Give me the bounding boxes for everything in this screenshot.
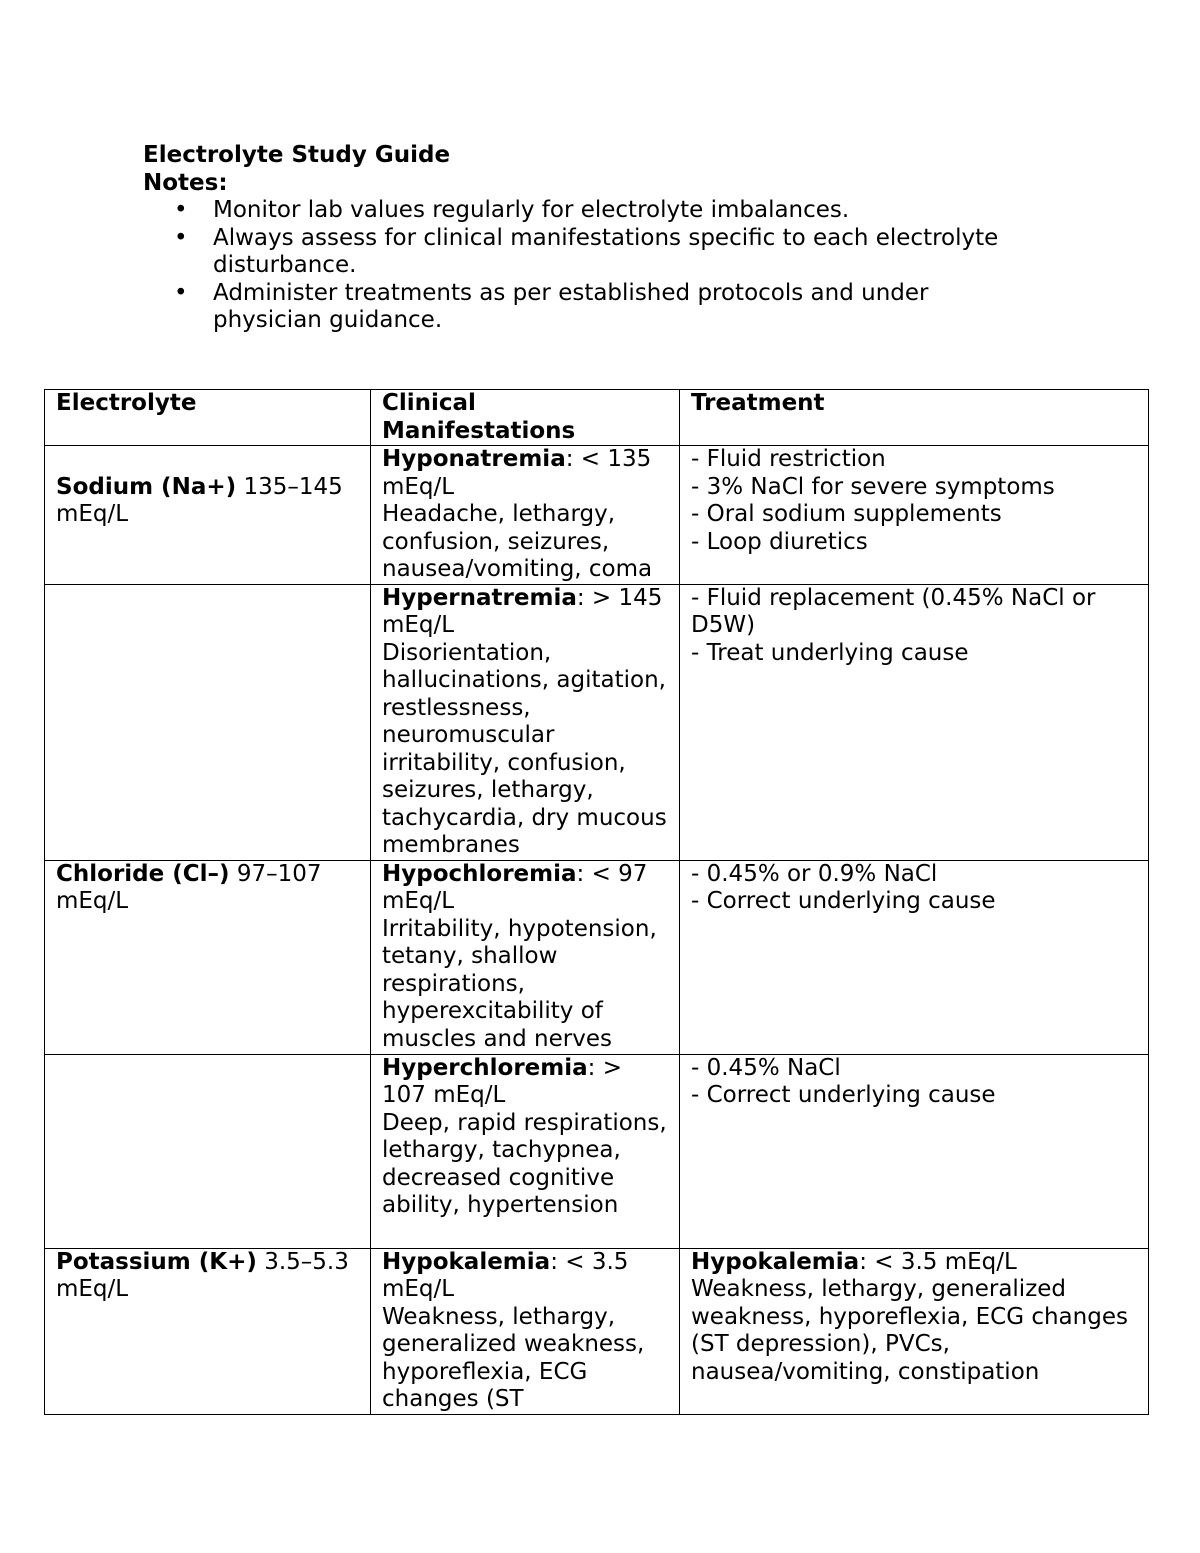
- treatment-item: - Fluid restriction: [691, 446, 886, 472]
- condition-threshold: : < 97 mEq/L: [382, 860, 648, 914]
- condition-threshold: : < 135 mEq/L: [382, 446, 652, 500]
- column-header-electrolyte: Electrolyte: [45, 390, 371, 446]
- electrolyte-cell: [45, 1054, 371, 1248]
- condition-name: Hypochloremia: [382, 860, 577, 887]
- bullet-icon: •: [174, 224, 188, 251]
- column-header-manifestations: Clinical Manifestations: [371, 390, 680, 446]
- treatment-condition-threshold: : < 3.5 mEq/L: [859, 1248, 1017, 1275]
- table-row: [45, 1248, 1149, 1414]
- electrolyte-range: 3.5–5.3 mEq/L: [56, 1248, 349, 1302]
- manifestations-text: Disorientation, hallucinations, agitation, restlessness, neuromuscular irritability, confusion, seizures, lethargy, tachycardia, dry mucous membranes: [382, 639, 667, 858]
- treatment-text: Weakness, lethargy, generalized weakness, hyporeflexia, ECG changes (ST depression), PVCs, nausea/vomiting, constipation: [691, 1276, 1128, 1385]
- manifestations-cell: [371, 1248, 680, 1414]
- electrolyte-name: Sodium (Na+): [56, 473, 237, 500]
- electrolyte-cell: [45, 860, 371, 1054]
- electrolyte-cell: [45, 446, 371, 585]
- condition-threshold: : > 145 mEq/L: [382, 584, 663, 638]
- notes-label: Notes:: [143, 169, 228, 196]
- table-row: [45, 1054, 1149, 1248]
- treatment-item: - 3% NaCl for severe symptoms: [691, 473, 1055, 500]
- note-text: Always assess for clinical manifestations specific to each electrolyte disturbance.: [213, 224, 999, 278]
- treatment-item: - 0.45% or 0.9% NaCl: [691, 860, 938, 887]
- electrolyte-name: Chloride (Cl–): [56, 860, 230, 887]
- electrolyte-name: Potassium (K+): [56, 1248, 257, 1275]
- treatment-item: - Treat underlying cause: [691, 639, 969, 666]
- manifestations-text: Irritability, hypotension, tetany, shallow respirations, hyperexcitability of muscles and nerves: [382, 915, 657, 1052]
- note-text: Administer treatments as per established protocols and under physician guidance.: [213, 279, 929, 333]
- manifestations-text: Weakness, lethargy, generalized weakness, hyporeflexia, ECG changes (ST: [382, 1303, 645, 1412]
- electrolyte-cell: [45, 1248, 371, 1414]
- bullet-icon: •: [174, 197, 188, 223]
- table-row: [45, 860, 1149, 1054]
- notes-list: [143, 197, 1043, 335]
- list-item: [143, 197, 1043, 225]
- manifestations-cell: [371, 446, 680, 585]
- treatment-cell: [680, 1054, 1149, 1248]
- list-item: [143, 280, 1043, 335]
- electrolyte-cell: [45, 584, 371, 860]
- treatment-item: - Fluid replacement (0.45% NaCl or D5W): [691, 584, 1096, 638]
- note-text: Monitor lab values regularly for electrolyte imbalances.: [213, 197, 850, 223]
- table-row: [45, 584, 1149, 860]
- condition-name: Hypernatremia: [382, 584, 577, 611]
- treatment-cell: [680, 446, 1149, 585]
- list-item: [143, 225, 1043, 280]
- treatment-item: - Correct underlying cause: [691, 1082, 996, 1108]
- document-title: Electrolyte Study Guide: [143, 142, 451, 168]
- treatment-item: - Correct underlying cause: [691, 888, 996, 914]
- electrolyte-table: [44, 389, 1149, 1415]
- manifestations-text: Headache, lethargy, confusion, seizures, nausea/vomiting, coma: [382, 501, 653, 582]
- condition-name: Hypokalemia: [382, 1248, 551, 1275]
- bullet-icon: •: [174, 279, 188, 306]
- condition-threshold: : < 3.5 mEq/L: [382, 1248, 629, 1302]
- manifestations-cell: [371, 860, 680, 1054]
- manifestations-text: Deep, rapid respirations, lethargy, tachypnea, decreased cognitive ability, hypertension: [382, 1109, 667, 1218]
- condition-name: Hyperchloremia: [382, 1054, 588, 1081]
- treatment-cell: [680, 584, 1149, 860]
- treatment-item: - 0.45% NaCl: [691, 1054, 841, 1081]
- treatment-cell: [680, 860, 1149, 1054]
- treatment-condition-name: Hypokalemia: [691, 1248, 860, 1275]
- column-header-treatment: Treatment: [680, 390, 1149, 446]
- manifestations-cell: [371, 1054, 680, 1248]
- condition-name: Hyponatremia: [382, 446, 566, 472]
- document-header: [143, 142, 1043, 335]
- treatment-item: - Loop diuretics: [691, 528, 868, 555]
- table-row: [45, 446, 1149, 585]
- table-header-row: [45, 390, 1149, 446]
- electrolyte-range: 97–107 mEq/L: [56, 860, 322, 914]
- electrolyte-range: 135–145 mEq/L: [56, 473, 343, 527]
- treatment-cell: [680, 1248, 1149, 1414]
- treatment-item: - Oral sodium supplements: [691, 501, 1002, 527]
- condition-threshold: : > 107 mEq/L: [382, 1054, 622, 1108]
- manifestations-cell: [371, 584, 680, 860]
